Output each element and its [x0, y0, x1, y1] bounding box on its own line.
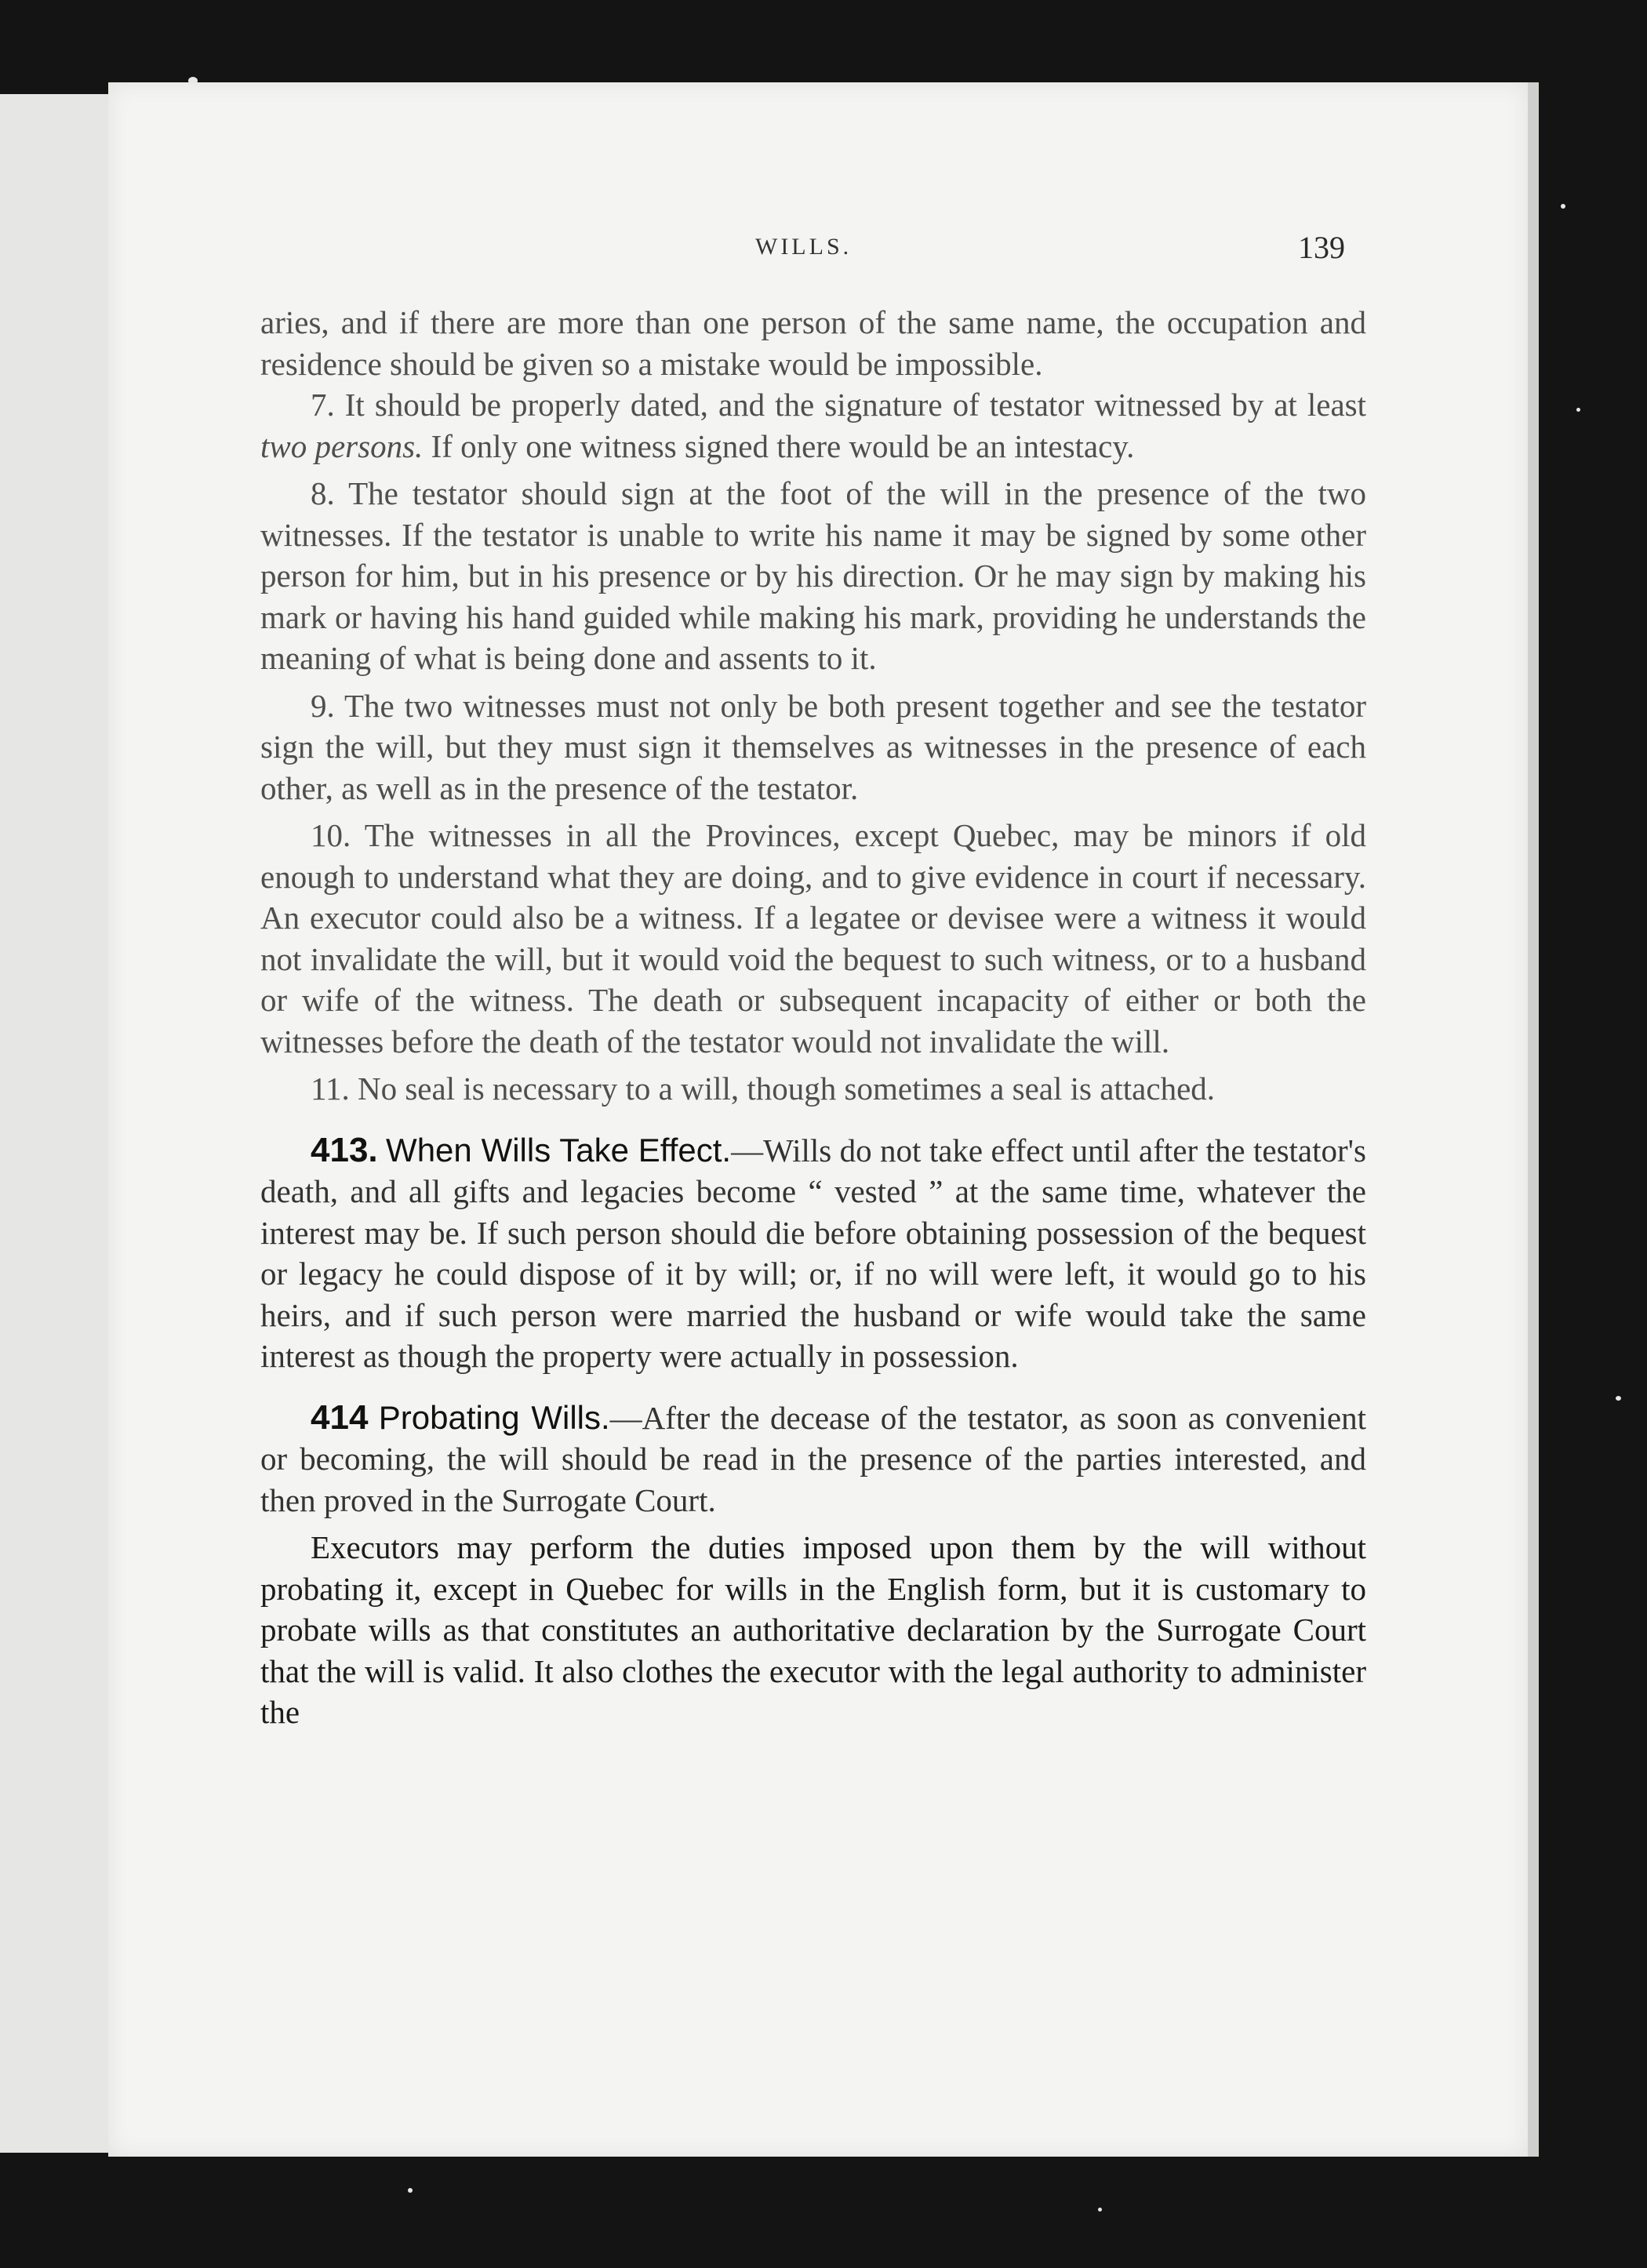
paragraph-7 [260, 384, 1366, 467]
dust-speck [408, 2188, 413, 2193]
section-414 [260, 1398, 1366, 1521]
page-edge [1528, 82, 1539, 2157]
paragraph-7-text: 7. It should be properly dated, and the signature of testator witnessed by at least [311, 387, 1366, 423]
section-414-paragraph-2: Executors may perform the duties imposed upon them by the will without probating it, except in Quebec for wills in the English form, but it is customary to probate wills as that constitutes an authoritative declaration by the Surrogate Court that the will is valid. It also clothes the executor with the legal authority to administer the [260, 1529, 1366, 1730]
page-body [260, 302, 1366, 1733]
section-413-title: When Wills Take Effect. [386, 1131, 732, 1169]
dust-speck [1616, 1396, 1621, 1401]
dust-speck [1098, 2208, 1102, 2212]
paragraph-7-emphasis: two persons. [260, 427, 424, 464]
page-header [0, 230, 1647, 273]
section-414-text: —After the decease of the testator, as soon as convenient or becoming, the will should be read in the presence of the parties interested, and then proved in the Surrogate Court. [260, 1399, 1367, 1518]
paragraph-7-text-end: If only one witness signed there would be an intestacy. [423, 427, 1135, 464]
section-413-number: 413. [311, 1130, 378, 1169]
dust-speck [1576, 408, 1580, 412]
continued-paragraph: aries, and if there are more than one person of the same name, the occupation and residence should be given so a mistake would be impossible. [260, 304, 1366, 382]
section-414-number: 414 [311, 1398, 369, 1437]
previous-page-edge [0, 94, 108, 2153]
paragraph-8: 8. The testator should sign at the foot of the will in the presence of the two witnesses. If the testator is unable to write his name it may be signed by some other person for him, but in his presence or by his direction. Or he may sign by making his mark or having his hand guided while making his mark, providing he understands the meaning of what is being done and assents to it. [260, 475, 1366, 676]
paragraph-10: 10. The witnesses in all the Provinces, except Quebec, may be minors if old enough to understand what they are doing, and to give evidence in court if necessary. An executor could also be a witness. If a legatee or devisee were a witness it would not invalidate the will, but it would void the bequest to such witness, or to a husband or wife of the witness. The death or subsequent incapacity of either or both the witnesses before the death of the testator would not invalidate the will. [260, 817, 1366, 1059]
page-number: 139 [1298, 230, 1345, 265]
paragraph-11: 11. No seal is necessary to a will, though sometimes a seal is attached. [311, 1070, 1216, 1107]
section-413 [260, 1130, 1366, 1377]
running-title: WILLS. [755, 234, 853, 260]
section-414-title: Probating Wills. [378, 1398, 610, 1436]
section-413-text: —Wills do not take effect until after the testator's death, and all gifts and legacies become “ vested ” at the same time, whatever the interest may be. If such person should die before obtaining possession of the bequest or legacy he could dispose of it by will; or, if no will were left, it would go to his heirs, and if such person were married the husband or wife would take the same interest as though the property were actually in possession. [260, 1132, 1367, 1374]
paragraph-9: 9. The two witnesses must not only be both present together and see the testator sign the will, but they must sign it themselves as witnesses in the presence of each other, as well as in the presence of the testator. [260, 687, 1366, 806]
dust-speck [1561, 204, 1565, 209]
